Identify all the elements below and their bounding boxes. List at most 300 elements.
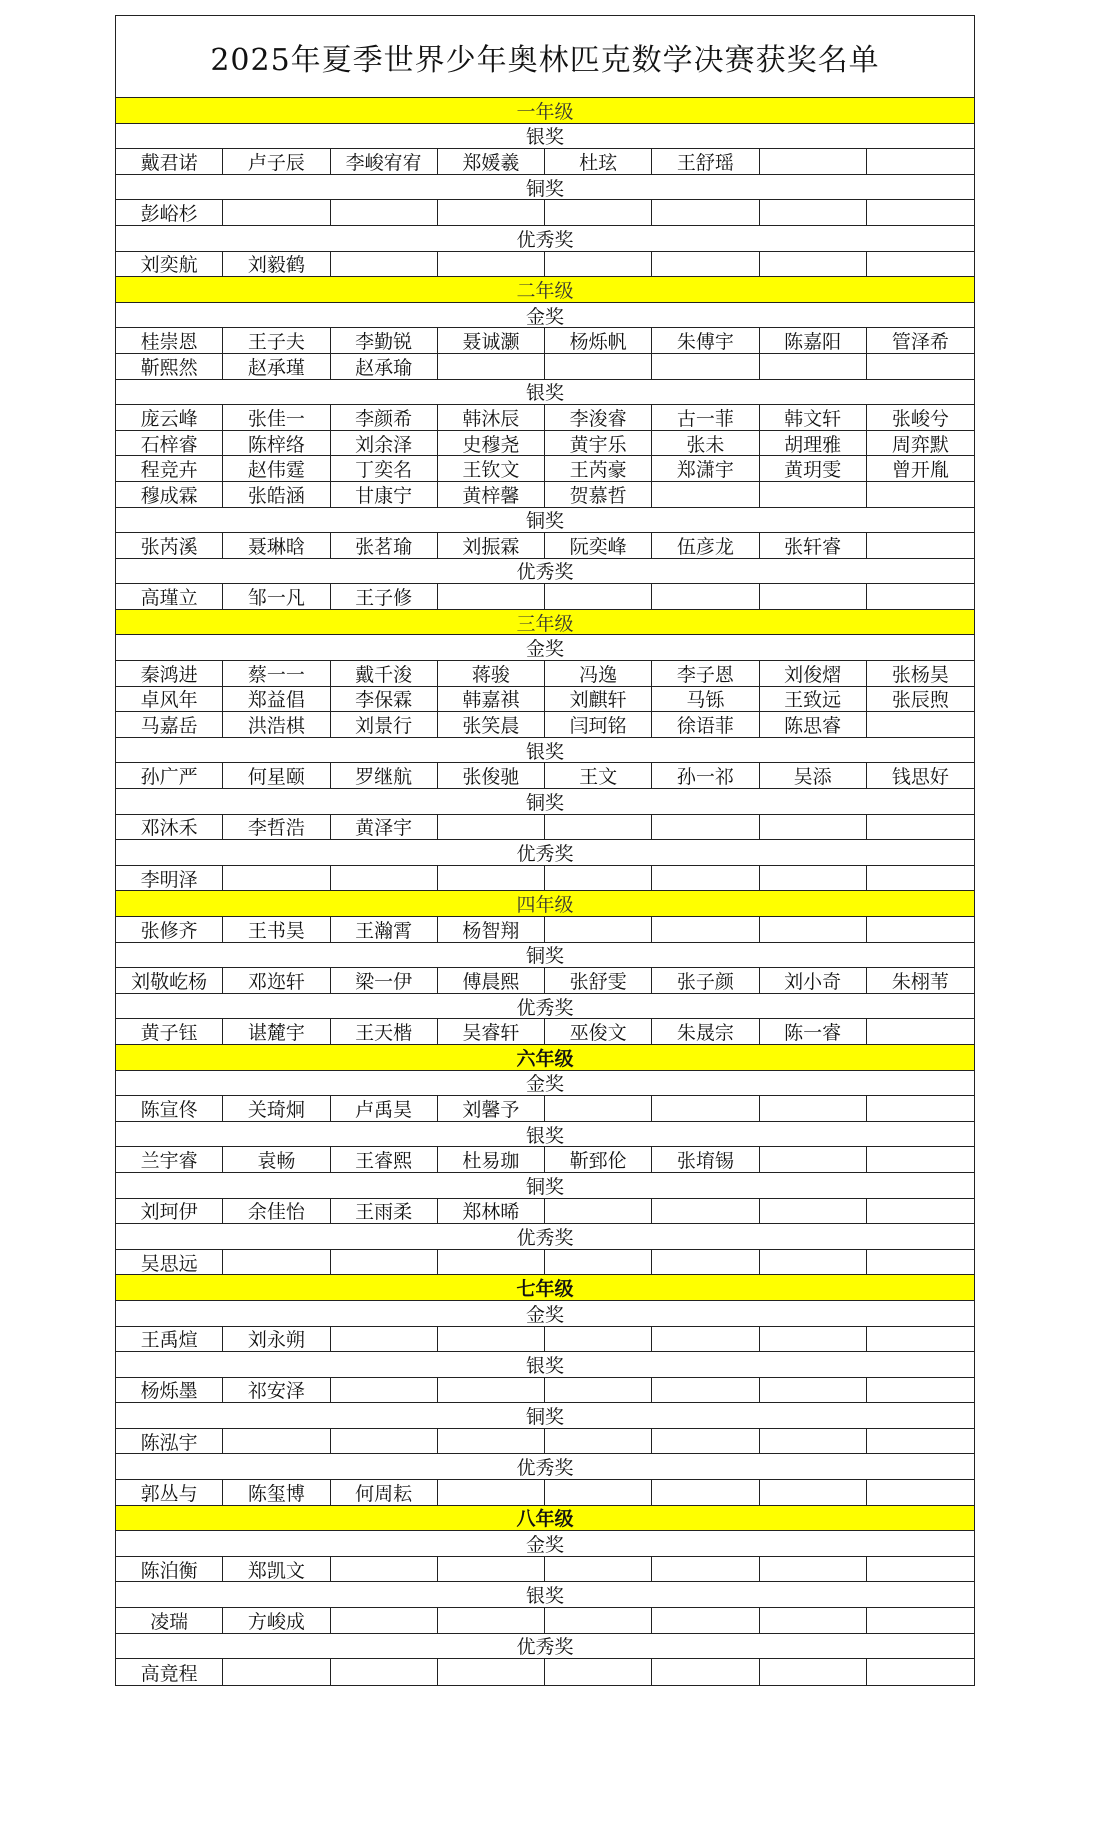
name-cell [223,1250,330,1275]
name-cell: 刘麒轩 [545,687,652,712]
name-cell: 王天楷 [331,1019,438,1044]
name-cell [760,1557,867,1582]
name-cell [223,200,330,225]
name-cell [867,252,974,277]
name-cell [331,252,438,277]
name-cell [760,149,867,174]
name-cell: 高竟程 [116,1659,223,1685]
name-cell [652,866,759,891]
name-cell [438,1327,545,1352]
name-cell: 朱晟宗 [652,1019,759,1044]
table-row [116,328,974,354]
name-cell: 陈泊衡 [116,1557,223,1582]
name-cell: 石梓睿 [116,431,223,456]
name-cell: 张轩睿 [760,533,867,558]
award-header-row: 银奖 [116,380,974,406]
name-cell: 王雨柔 [331,1199,438,1224]
name-cell [867,482,974,507]
name-cell: 余佳怡 [223,1199,330,1224]
name-cell: 卢禹昊 [331,1096,438,1121]
name-cell: 陈玺博 [223,1480,330,1505]
name-cell: 韩沐辰 [438,405,545,430]
award-header-row: 银奖 [116,738,974,764]
name-cell: 刘景行 [331,712,438,737]
name-cell [867,1327,974,1352]
award-header-row: 优秀奖 [116,994,974,1020]
name-cell: 张芮溪 [116,533,223,558]
table-row [116,1480,974,1506]
name-cell: 王文 [545,763,652,788]
name-cell: 孙一祁 [652,763,759,788]
name-cell [867,1378,974,1403]
table-row [116,687,974,713]
name-cell [545,1250,652,1275]
name-cell [545,1378,652,1403]
name-cell: 黄子钰 [116,1019,223,1044]
name-cell: 罗继航 [331,763,438,788]
name-cell: 张未 [652,431,759,456]
table-row [116,1557,974,1583]
name-cell: 曾开胤 [891,459,949,481]
name-cell [438,1378,545,1403]
name-cell: 桂崇恩 [116,328,223,353]
name-cell [331,1608,438,1633]
name-cell: 刘振霖 [438,533,545,558]
name-cell: 王子修 [331,584,438,609]
name-cell [438,1250,545,1275]
name-cell [867,1557,974,1582]
name-cell: 刘奕航 [116,252,223,277]
name-cell: 巫俊文 [545,1019,652,1044]
name-cell: 庞云峰 [116,405,223,430]
name-cell: 邓迩轩 [223,968,330,993]
name-cell: 闫珂铭 [545,712,652,737]
name-cell: 聂诚灏 [438,328,545,353]
name-cell [545,200,652,225]
name-cell: 胡理雅 [760,431,867,456]
name-cell [652,1250,759,1275]
name-cell [545,1199,652,1224]
name-cell: 王致远 [760,687,867,712]
table-row [116,866,974,892]
award-header-row: 优秀奖 [116,1454,974,1480]
name-cell: 凌瑞 [116,1608,223,1633]
name-cell: 蒋骏 [438,661,545,686]
name-cell: 吴睿轩 [438,1019,545,1044]
name-cell: 刘余泽 [331,431,438,456]
award-header-row: 金奖 [116,635,974,661]
name-cell: 贺慕哲 [545,482,652,507]
table-row [116,1327,974,1353]
name-cell: 张修齐 [116,917,223,942]
name-cell: 穆成霖 [116,482,223,507]
table-row [116,1147,974,1173]
name-cell: 吴添 [760,763,867,788]
name-cell [652,1480,759,1505]
name-cell: 靳郅伦 [545,1147,652,1172]
table-row [116,1199,974,1225]
name-cell: 张俊驰 [438,763,545,788]
name-cell [867,1250,974,1275]
table-row [116,149,974,175]
name-cell: 史穆尧 [438,431,545,456]
name-cell: 陈泓宇 [116,1429,223,1454]
award-header-row: 银奖 [116,1582,974,1608]
name-cell: 黄玥雯 [760,456,867,481]
table-row [116,712,974,738]
name-cell [867,712,974,737]
name-cell [331,1250,438,1275]
name-cell [223,866,330,891]
name-cell: 陈梓络 [223,431,330,456]
name-cell: 郑凯文 [223,1557,330,1582]
name-cell [652,1429,759,1454]
award-header-row: 铜奖 [116,1403,974,1429]
name-cell [760,1147,867,1172]
award-header-row: 金奖 [116,1531,974,1557]
award-header-row: 铜奖 [116,175,974,201]
name-cell [760,1659,867,1685]
table-row [116,584,974,610]
name-cell: 张峻兮 [891,407,949,430]
name-cell: 刘永朔 [223,1327,330,1352]
name-cell: 袁畅 [223,1147,330,1172]
name-cell: 杜易珈 [438,1147,545,1172]
table-row [116,763,974,789]
name-cell: 韩文轩 [760,405,867,430]
table-body [116,98,974,1685]
award-header-row: 优秀奖 [116,1634,974,1660]
name-cell: 郑媛羲 [438,149,545,174]
name-cell: 邓沐禾 [116,815,223,840]
table-row [116,354,974,380]
name-cell: 孙广严 [116,763,223,788]
name-cell [760,815,867,840]
name-cell: 何星颐 [223,763,330,788]
name-cell [545,584,652,609]
name-cell [867,1019,974,1044]
grade-header-row: 一年级 [116,98,974,124]
name-cell [438,252,545,277]
name-cell [867,1199,974,1224]
table-row [116,661,974,687]
name-cell: 刘毅鹤 [223,252,330,277]
name-cell [545,1429,652,1454]
name-cell: 李勤锐 [331,328,438,353]
name-cell [652,252,759,277]
table-row [116,1096,974,1122]
name-cell: 祁安泽 [223,1378,330,1403]
name-cell: 王睿熙 [331,1147,438,1172]
name-cell: 王禹煊 [116,1327,223,1352]
name-cell [867,1608,974,1633]
award-header-row: 优秀奖 [116,840,974,866]
name-cell: 戴千浚 [331,661,438,686]
name-cell: 马嘉岳 [116,712,223,737]
name-cell [438,1659,545,1685]
name-cell: 方峻成 [223,1608,330,1633]
name-cell: 关琦炯 [223,1096,330,1121]
name-cell [867,1096,974,1121]
name-cell: 杨烁墨 [116,1378,223,1403]
name-cell: 冯逸 [545,661,652,686]
name-cell: 王书昊 [223,917,330,942]
table-row [116,533,974,559]
name-cell [545,1327,652,1352]
name-cell: 刘馨予 [438,1096,545,1121]
table-row [116,252,974,278]
award-header-row: 金奖 [116,303,974,329]
name-cell [867,1480,974,1505]
award-header-row: 银奖 [116,124,974,150]
name-cell [760,1327,867,1352]
name-cell [331,1659,438,1685]
name-cell: 黄梓馨 [438,482,545,507]
name-cell [438,200,545,225]
name-cell: 张杨昊 [891,663,949,686]
name-cell: 卓风年 [116,687,223,712]
name-cell: 赵伟霆 [223,456,330,481]
grade-header-row: 三年级 [116,610,974,636]
name-cell [545,917,652,942]
name-cell [760,200,867,225]
name-cell [331,866,438,891]
name-cell [760,1608,867,1633]
name-cell: 赵承瑾 [223,354,330,379]
name-cell: 朱傅宇 [652,328,759,353]
table-row [116,431,974,457]
name-cell [867,1659,974,1685]
name-cell: 李浚睿 [545,405,652,430]
award-header-row: 银奖 [116,1122,974,1148]
name-cell [331,1429,438,1454]
name-cell: 兰宇睿 [116,1147,223,1172]
name-cell [760,252,867,277]
name-cell: 郑潇宇 [652,456,759,481]
name-cell [652,1096,759,1121]
name-cell [438,354,545,379]
name-cell: 李明泽 [116,866,223,891]
name-cell [545,354,652,379]
name-cell [867,1147,974,1172]
name-cell: 古一菲 [652,405,759,430]
name-cell [545,1096,652,1121]
name-cell [867,354,974,379]
name-cell [438,866,545,891]
name-cell [867,533,974,558]
name-cell: 李峻宥宥 [331,149,438,174]
award-header-row: 优秀奖 [116,559,974,585]
award-header-row: 金奖 [116,1071,974,1097]
name-cell [331,1378,438,1403]
name-cell [331,1327,438,1352]
name-cell: 李哲浩 [223,815,330,840]
name-cell [652,1557,759,1582]
award-list-table [115,15,975,1686]
name-cell [331,200,438,225]
grade-header-row: 四年级 [116,891,974,917]
name-cell: 李子恩 [652,661,759,686]
name-cell: 洪浩棋 [223,712,330,737]
name-cell [545,1608,652,1633]
award-header-row: 铜奖 [116,789,974,815]
table-row [116,815,974,841]
grade-header-row: 七年级 [116,1275,974,1301]
name-cell: 张皓涵 [223,482,330,507]
document-title: 2025年夏季世界少年奥林匹克数学决赛获奖名单 [116,16,974,98]
name-cell: 吴思远 [116,1250,223,1275]
award-header-row: 铜奖 [116,508,974,534]
name-cell [760,354,867,379]
grade-header-row: 六年级 [116,1045,974,1071]
name-cell: 阮奕峰 [545,533,652,558]
name-cell: 刘俊熠 [760,661,867,686]
name-cell [652,1659,759,1685]
name-cell [438,1480,545,1505]
name-cell: 靳熙然 [116,354,223,379]
name-cell: 刘敬屹杨 [116,968,223,993]
name-cell: 郭丛与 [116,1480,223,1505]
name-cell: 韩嘉祺 [438,687,545,712]
name-cell: 王舒瑶 [652,149,759,174]
table-row [116,200,974,226]
name-cell [652,200,759,225]
name-cell [867,149,974,174]
award-header-row: 优秀奖 [116,1224,974,1250]
name-cell: 程竞卉 [116,456,223,481]
name-cell: 张笑晨 [438,712,545,737]
name-cell [438,584,545,609]
name-cell: 马铄 [652,687,759,712]
name-cell: 郑林晞 [438,1199,545,1224]
name-cell: 王子夫 [223,328,330,353]
name-cell [223,1429,330,1454]
table-row [116,1659,974,1685]
name-cell: 赵承瑜 [331,354,438,379]
name-cell: 谌麓宇 [223,1019,330,1044]
name-cell [545,815,652,840]
table-row [116,482,974,508]
name-cell [760,1096,867,1121]
name-cell [652,482,759,507]
name-cell: 李颜希 [331,405,438,430]
name-cell: 郑益倡 [223,687,330,712]
name-cell [438,1557,545,1582]
name-cell [652,584,759,609]
table-row [116,1608,974,1634]
name-cell: 周弈默 [891,433,949,456]
name-cell: 陈嘉阳 [760,328,867,353]
name-cell [760,1378,867,1403]
name-cell: 卢子辰 [223,149,330,174]
name-cell: 聂琳晗 [223,533,330,558]
name-cell [652,1199,759,1224]
name-cell [867,1429,974,1454]
name-cell: 甘康宁 [331,482,438,507]
name-cell [438,815,545,840]
name-cell: 黄宇乐 [545,431,652,456]
name-cell [760,1250,867,1275]
name-cell [760,866,867,891]
name-cell: 黄泽宇 [331,815,438,840]
name-cell [545,1480,652,1505]
award-header-row: 优秀奖 [116,226,974,252]
award-header-row: 金奖 [116,1301,974,1327]
name-cell [545,252,652,277]
name-cell [760,482,867,507]
name-cell [760,1429,867,1454]
grade-header-row: 八年级 [116,1506,974,1532]
name-cell: 梁一伊 [331,968,438,993]
name-cell: 李保霖 [331,687,438,712]
name-cell: 蔡一一 [223,661,330,686]
table-row [116,1429,974,1455]
name-cell [867,866,974,891]
name-cell [760,584,867,609]
name-cell: 杨烁帆 [545,328,652,353]
name-cell: 杜玹 [545,149,652,174]
table-row [116,968,974,994]
award-header-row: 铜奖 [116,1173,974,1199]
name-cell: 陈宣佟 [116,1096,223,1121]
name-cell [867,815,974,840]
name-cell: 伍彦龙 [652,533,759,558]
name-cell [545,1557,652,1582]
name-cell: 刘珂伊 [116,1199,223,1224]
name-cell [760,1199,867,1224]
name-cell: 王钦文 [438,456,545,481]
name-cell: 王芮豪 [545,456,652,481]
name-cell: 陈一睿 [760,1019,867,1044]
name-cell [545,1659,652,1685]
name-cell: 钱思好 [891,766,949,789]
name-cell [652,1327,759,1352]
name-cell: 高瑾立 [116,584,223,609]
name-cell [545,866,652,891]
name-cell: 张辰煦 [891,689,949,712]
name-cell: 丁奕名 [331,456,438,481]
name-cell: 徐语菲 [652,712,759,737]
name-cell [867,200,974,225]
name-cell: 朱栩苇 [891,970,949,993]
name-cell: 张舒雯 [545,968,652,993]
table-row [116,405,974,431]
name-cell: 戴君诺 [116,149,223,174]
table-row [116,456,974,482]
grade-header-row: 二年级 [116,277,974,303]
name-cell [652,815,759,840]
name-cell: 陈思睿 [760,712,867,737]
name-cell: 何周耘 [331,1480,438,1505]
name-cell [652,1608,759,1633]
name-cell [438,1429,545,1454]
name-cell: 杨智翔 [438,917,545,942]
award-header-row: 铜奖 [116,943,974,969]
table-row [116,1250,974,1276]
name-cell [652,354,759,379]
name-cell: 刘小奇 [760,968,867,993]
name-cell: 彭峪杉 [116,200,223,225]
table-row [116,1019,974,1045]
name-cell: 傅晨熙 [438,968,545,993]
name-cell: 张堉锡 [652,1147,759,1172]
name-cell [438,1608,545,1633]
name-cell [331,1557,438,1582]
name-cell: 王瀚霄 [331,917,438,942]
table-row [116,917,974,943]
name-cell [760,1480,867,1505]
table-row [116,1378,974,1404]
